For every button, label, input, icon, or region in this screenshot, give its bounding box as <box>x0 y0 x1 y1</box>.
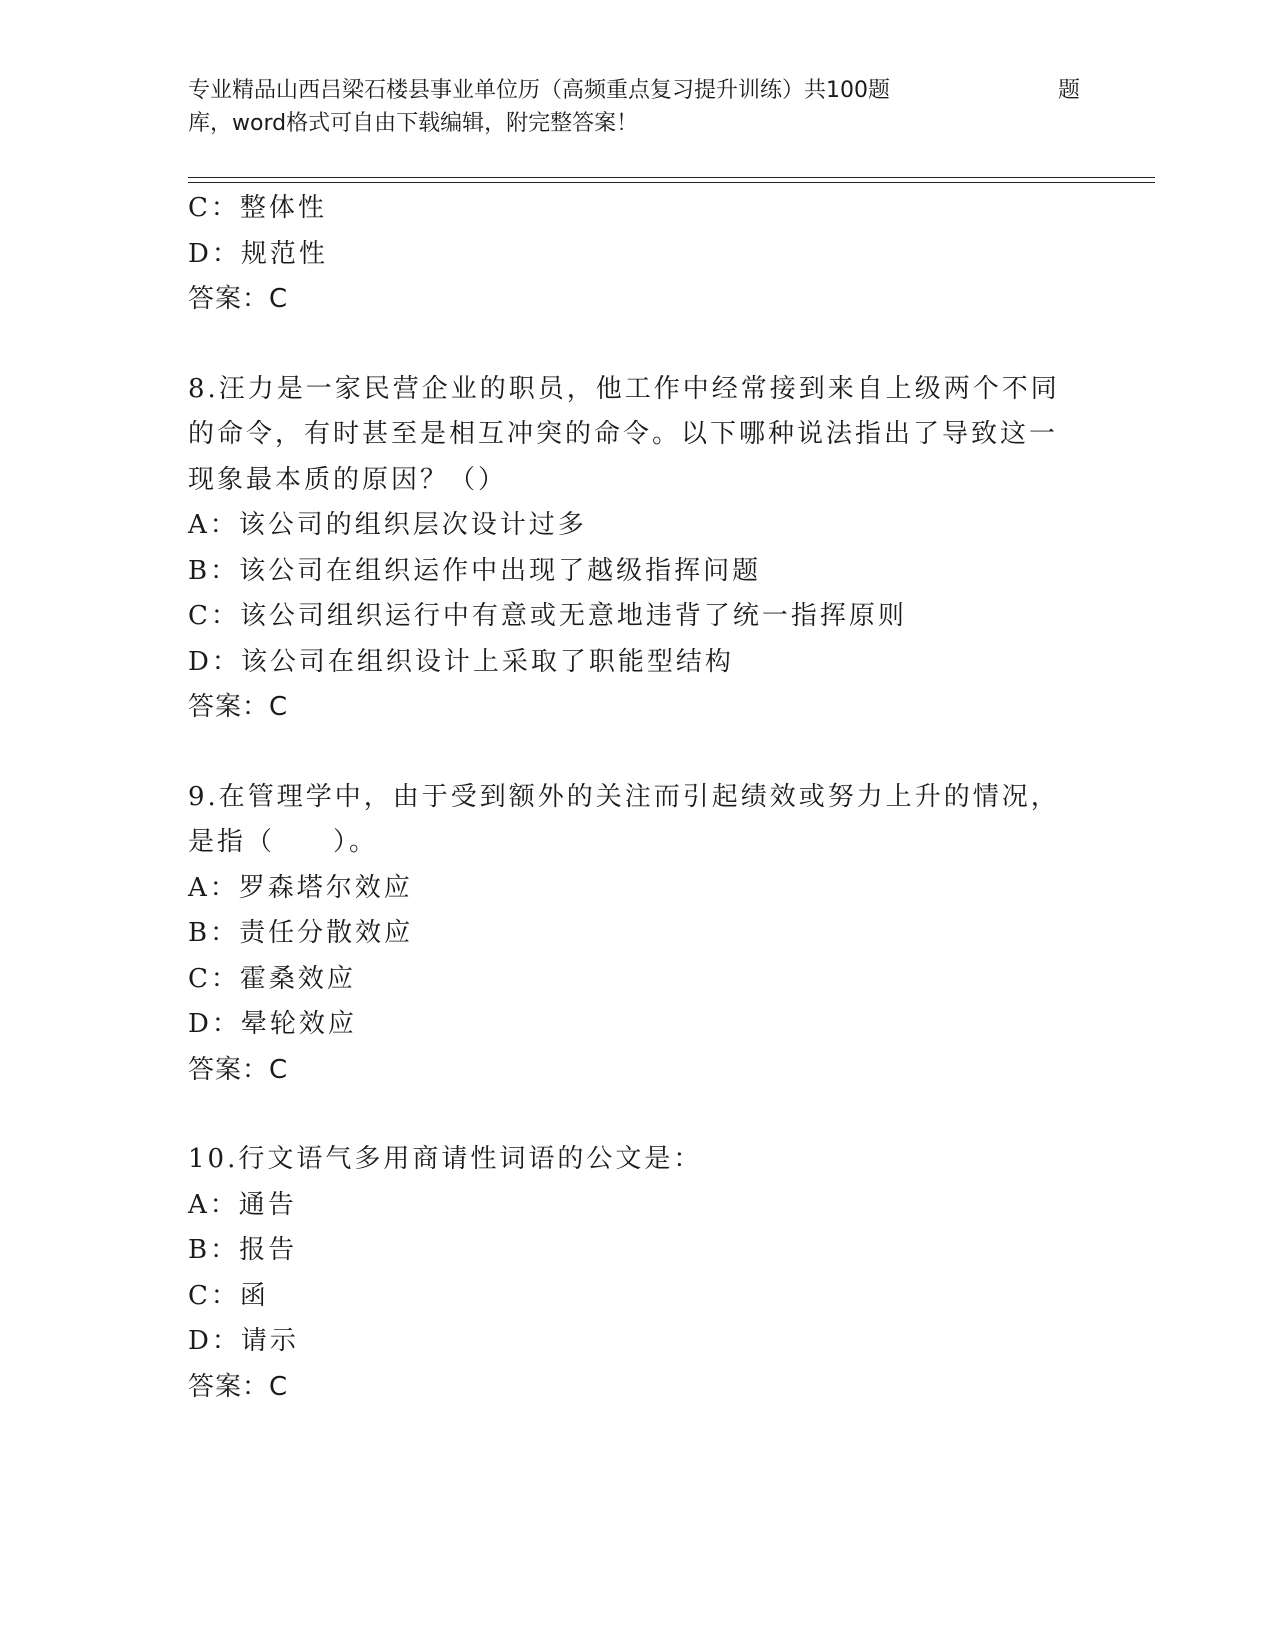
header-divider-top <box>188 177 1155 178</box>
answer-line: 答案：C <box>188 1371 289 1402</box>
header-divider-bottom <box>188 182 1155 183</box>
question-9 <box>188 775 1088 1094</box>
question-8 <box>188 367 1088 731</box>
option-d: D：晕轮效应 <box>188 1009 357 1039</box>
option-c: C：函 <box>188 1280 269 1311</box>
option-c: C：该公司组织运行中有意或无意地违背了统一指挥原则 <box>188 601 907 631</box>
question-stem-line: 8.汪力是一家民营企业的职员，他工作中经常接到来自上级两个不同 <box>188 373 1060 404</box>
option-a: A：罗森塔尔效应 <box>188 872 413 903</box>
question-stem-line: 现象最本质的原因？（） <box>188 464 508 495</box>
header-title-trail: 题 <box>1058 78 1081 103</box>
page-header <box>188 74 1088 140</box>
option-d: D：规范性 <box>188 238 328 269</box>
header-line-2: 库，word格式可自由下载编辑，附完整答案！ <box>188 111 639 136</box>
option-a: A：通告 <box>188 1189 297 1220</box>
spacer <box>188 1093 1088 1137</box>
answer-line: 答案：C <box>188 1054 289 1085</box>
option-d: D：该公司在组织设计上采取了职能型结构 <box>188 646 734 677</box>
option-b: B：该公司在组织运作中出现了越级指挥问题 <box>188 555 762 586</box>
option-c: C：整体性 <box>188 193 327 223</box>
option-b: B：责任分散效应 <box>188 918 414 948</box>
header-line-1 <box>188 74 1088 107</box>
option-d: D：请示 <box>188 1326 299 1356</box>
question-stem-line: 9.在管理学中，由于受到额外的关注而引起绩效或努力上升的情况， <box>188 781 1060 812</box>
answer-line: 答案：C <box>188 284 289 314</box>
question-content <box>188 186 1088 1410</box>
spacer <box>188 323 1088 367</box>
option-c: C：霍桑效应 <box>188 963 356 994</box>
question-7-tail <box>188 186 1088 323</box>
question-stem-line: 是指（ ）。 <box>188 827 379 857</box>
option-a: A：该公司的组织层次设计过多 <box>188 510 587 540</box>
answer-line: 答案：C <box>188 692 289 722</box>
question-stem-line: 的命令，有时甚至是相互冲突的命令。以下哪种说法指出了导致这一 <box>188 419 1059 449</box>
option-b: B：报告 <box>188 1235 298 1265</box>
question-stem-line: 10.行文语气多用商请性词语的公文是： <box>188 1144 703 1174</box>
spacer <box>188 731 1088 775</box>
header-title-text: 专业精品山西吕梁石楼县事业单位历（高频重点复习提升训练）共100题 <box>188 78 890 103</box>
question-10 <box>188 1137 1088 1410</box>
